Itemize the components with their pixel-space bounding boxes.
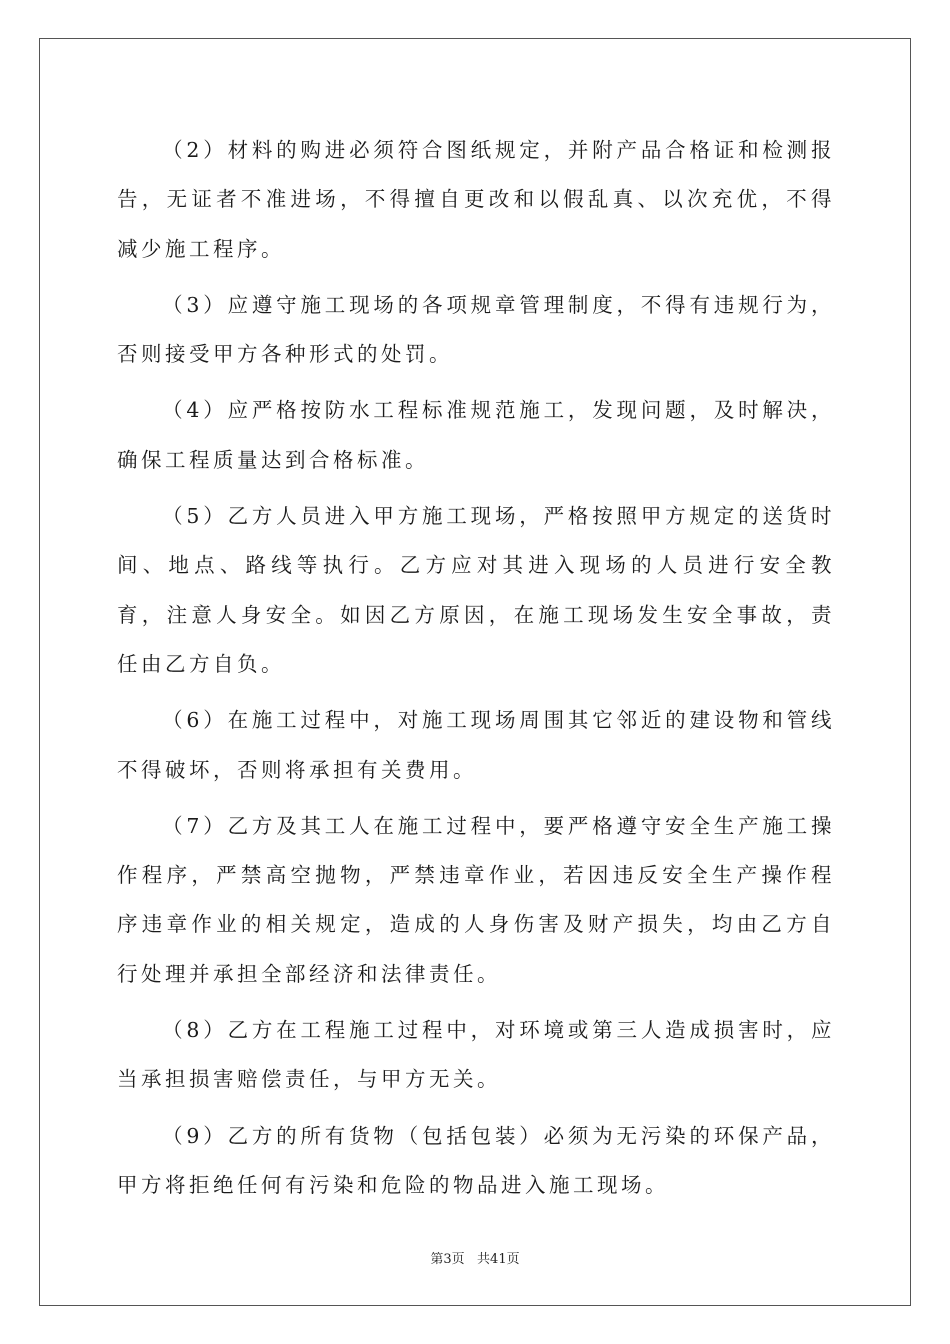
clause-8: （8）乙方在工程施工过程中，对环境或第三人造成损害时，应当承担损害赔偿责任，与甲方无关。 [117, 1018, 835, 1092]
clause-6: （6）在施工过程中，对施工现场周围其它邻近的建设物和管线不得破坏，否则将承担有关费用。 [117, 708, 835, 782]
clause-7: （7）乙方及其工人在施工过程中，要严格遵守安全生产施工操作程序，严禁高空抛物，严禁违章作业，若因违反安全生产操作程序违章作业的相关规定，造成的人身伤害及财产损失，均由乙方自行处理并承担全部经济和法律责任。 [117, 813, 835, 986]
page-number-footer: 第3页 共41页 [430, 1252, 520, 1267]
clause-3: （3）应遵守施工现场的各项规章管理制度，不得有违规行为，否则接受甲方各种形式的处罚。 [117, 292, 835, 367]
clause-5: （5）乙方人员进入甲方施工现场，严格按照甲方规定的送货时间、地点、路线等执行。乙方应对其进入现场的人员进行安全教育，注意人身安全。如因乙方原因，在施工现场发生安全事故，责任由乙方自负。 [117, 504, 835, 676]
clause-2: （2）材料的购进必须符合图纸规定，并附产品合格证和检测报告，无证者不准进场，不得擅自更改和以假乱真、以次充优，不得减少施工程序。 [117, 138, 835, 261]
clause-4: （4）应严格按防水工程标准规范施工，发现问题，及时解决，确保工程质量达到合格标准。 [117, 398, 835, 472]
clause-9: （9）乙方的所有货物（包括包装）必须为无污染的环保产品，甲方将拒绝任何有污染和危险的物品进入施工现场。 [117, 1123, 835, 1197]
document-body [117, 126, 835, 1217]
